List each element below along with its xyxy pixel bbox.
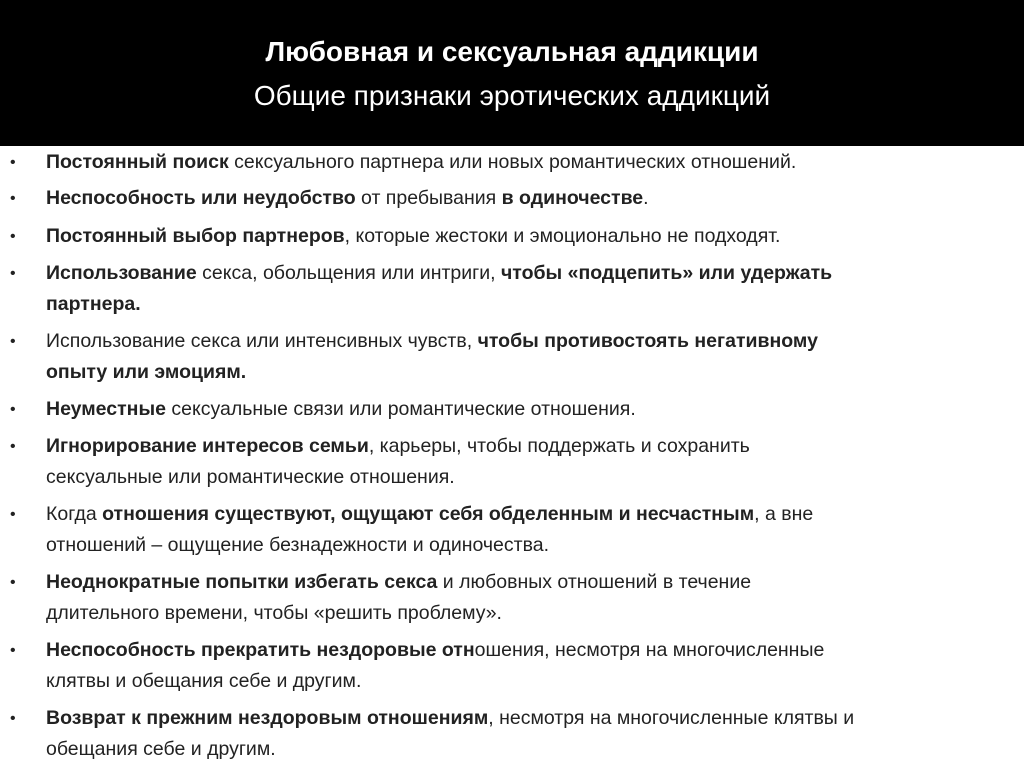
text-run: , которые жестоки и эмоционально не подходят. bbox=[344, 225, 781, 247]
text-run: , несмотря на многочисленные клятвы и bbox=[488, 707, 855, 729]
bold-text-run: Неспособность прекратить нездоровые отн bbox=[46, 639, 475, 661]
bold-text-run: Неуместные bbox=[46, 398, 166, 420]
bullet-icon: • bbox=[10, 642, 16, 659]
bullet-icon: • bbox=[10, 438, 16, 455]
text-run: сексуального партнера или новых романтических отношений. bbox=[228, 151, 797, 173]
bullet-text bbox=[46, 221, 986, 252]
bold-text-run: Неспособность или неудобство bbox=[46, 187, 356, 209]
bold-text-run: в одиночестве bbox=[501, 187, 644, 209]
bullet-text bbox=[46, 499, 986, 561]
bullet-icon: • bbox=[10, 401, 16, 418]
bullet-icon: • bbox=[10, 154, 16, 171]
text-run: . bbox=[643, 187, 649, 209]
bold-text-run: Постоянный выбор партнеров bbox=[46, 225, 345, 247]
bullet-text bbox=[46, 258, 986, 320]
slide-subtitle: Общие признаки эротических аддикций bbox=[253, 80, 771, 111]
text-run: от пребывания bbox=[355, 187, 502, 209]
bullet-text bbox=[46, 183, 986, 214]
bullet-icon: • bbox=[10, 506, 16, 523]
bullet-text bbox=[46, 703, 986, 765]
bullet-text bbox=[46, 394, 986, 425]
bullet-icon: • bbox=[10, 710, 16, 727]
bold-text-run: Постоянный поиск bbox=[46, 151, 229, 173]
bullet-icon: • bbox=[10, 265, 16, 282]
bullet-icon: • bbox=[10, 228, 16, 245]
text-run: сексуальные связи или романтические отношения. bbox=[165, 398, 636, 420]
text-run: Использование секса или интенсивных чувств, bbox=[46, 330, 478, 352]
bullet-icon: • bbox=[10, 333, 16, 350]
bold-text-run: чтобы противостоять негативному bbox=[477, 330, 818, 352]
text-run: отношений – ощущение безнадежности и одиночества. bbox=[46, 534, 549, 556]
bullet-text bbox=[46, 567, 986, 629]
text-run: , карьеры, чтобы поддержать и сохранить bbox=[368, 435, 750, 457]
text-run: сексуальные или романтические отношения. bbox=[46, 466, 455, 488]
bold-text-run: Использование bbox=[46, 262, 197, 284]
text-run: Когда bbox=[46, 503, 103, 525]
bullet-list bbox=[0, 146, 1024, 767]
bold-text-run: отношения существуют, ощущают себя обделенным и несчастным bbox=[102, 503, 755, 525]
bullet-text bbox=[46, 635, 986, 697]
bullet-text bbox=[46, 326, 986, 388]
bullet-icon: • bbox=[10, 574, 16, 591]
text-run: длительного времени, чтобы «решить проблему». bbox=[46, 602, 502, 624]
text-run: клятвы и обещания себе и другим. bbox=[46, 670, 362, 692]
bullet-text bbox=[46, 431, 986, 493]
text-run: , а вне bbox=[754, 503, 814, 525]
bold-text-run: партнера. bbox=[46, 293, 141, 315]
bullet-text bbox=[46, 147, 986, 178]
text-run: секса, обольщения или интриги, bbox=[196, 262, 501, 284]
bold-text-run: опыту или эмоциям. bbox=[46, 361, 247, 383]
text-run: и любовных отношений в течение bbox=[437, 571, 752, 593]
bold-text-run: Возврат к прежним нездоровым отношениям bbox=[46, 707, 489, 729]
text-run: обещания себе и другим. bbox=[46, 738, 276, 760]
bold-text-run: чтобы «подцепить» или удержать bbox=[500, 262, 833, 284]
title-bar bbox=[0, 0, 1024, 146]
slide-title: Любовная и сексуальная аддикции bbox=[265, 36, 759, 67]
bold-text-run: Неоднократные попытки избегать секса bbox=[46, 571, 438, 593]
bold-text-run: Игнорирование интересов семьи bbox=[46, 435, 369, 457]
text-run: ошения, несмотря на многочисленные bbox=[474, 639, 825, 661]
bullet-icon: • bbox=[10, 190, 16, 207]
